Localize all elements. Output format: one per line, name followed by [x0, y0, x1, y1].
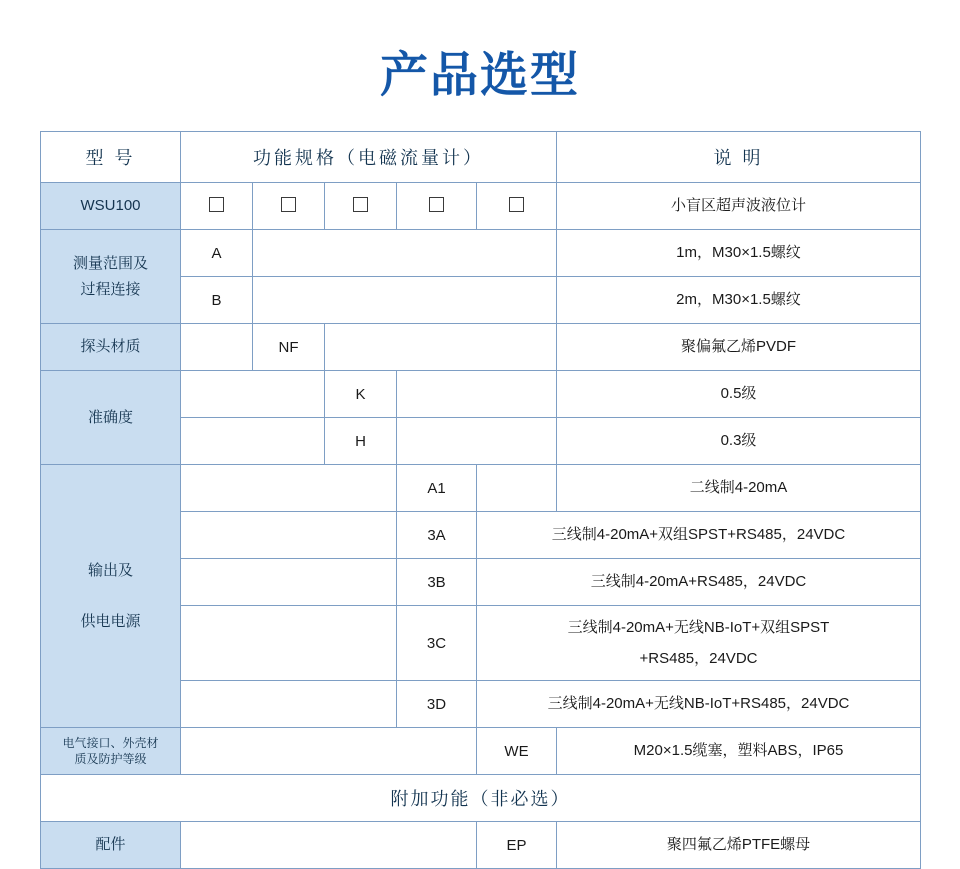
checkbox-cell-3[interactable] [325, 183, 397, 230]
table-row [41, 183, 921, 230]
desc-3c-line1: 三线制4-20mA+无线NB-IoT+双组SPST [477, 606, 921, 645]
blank-cell [253, 230, 557, 277]
row-label-accessory: 配件 [41, 822, 181, 869]
table-row [41, 230, 921, 277]
checkbox-icon[interactable] [429, 197, 444, 212]
blank-cell [397, 418, 557, 465]
header-function-spec: 功能规格（电磁流量计） [181, 132, 557, 183]
blank-cell [181, 728, 477, 775]
table-row [41, 822, 921, 869]
section-header-row [41, 775, 921, 822]
code-h[interactable]: H [325, 418, 397, 465]
blank-cell [253, 277, 557, 324]
blank-cell [325, 324, 557, 371]
range-label-line1: 测量范围及 [72, 255, 148, 272]
blank-cell [181, 465, 397, 512]
desc-nf: 聚偏氟乙烯PVDF [557, 324, 921, 371]
desc-h: 0.3级 [557, 418, 921, 465]
spec-table [40, 131, 921, 869]
output-label-line1: 输出及 [87, 561, 133, 579]
electrical-label-line2: 质及防护等级 [74, 752, 147, 766]
code-3a[interactable]: 3A [397, 512, 477, 559]
section-title-optional-functions: 附加功能（非必选） [41, 775, 921, 822]
code-3b[interactable]: 3B [397, 559, 477, 606]
header-model: 型 号 [41, 132, 181, 183]
row-label-model: WSU100 [41, 183, 181, 230]
row-label-probe-material: 探头材质 [41, 324, 181, 371]
desc-3b: 三线制4-20mA+RS485，24VDC [477, 559, 921, 606]
code-a1[interactable]: A1 [397, 465, 477, 512]
code-k[interactable]: K [325, 371, 397, 418]
header-description: 说 明 [557, 132, 921, 183]
code-we[interactable]: WE [477, 728, 557, 775]
checkbox-icon[interactable] [281, 197, 296, 212]
code-ep[interactable]: EP [477, 822, 557, 869]
code-b[interactable]: B [181, 277, 253, 324]
checkbox-icon[interactable] [353, 197, 368, 212]
table-row [41, 465, 921, 512]
blank-cell [397, 371, 557, 418]
table-row [41, 371, 921, 418]
blank-cell [181, 324, 253, 371]
blank-cell [181, 512, 397, 559]
blank-cell [181, 606, 397, 681]
code-a[interactable]: A [181, 230, 253, 277]
blank-cell [477, 465, 557, 512]
table-header-row [41, 132, 921, 183]
desc-ep: 聚四氟乙烯PTFE螺母 [557, 822, 921, 869]
row-label-output-power [41, 465, 181, 728]
row-label-electrical-housing [41, 728, 181, 775]
row-label-range-connection [41, 230, 181, 324]
desc-3a: 三线制4-20mA+双组SPST+RS485，24VDC [477, 512, 921, 559]
checkbox-cell-1[interactable] [181, 183, 253, 230]
desc-model: 小盲区超声波液位计 [557, 183, 921, 230]
checkbox-cell-2[interactable] [253, 183, 325, 230]
range-label-line2: 过程连接 [80, 280, 141, 298]
spec-table-container [40, 131, 920, 869]
checkbox-icon[interactable] [209, 197, 224, 212]
checkbox-icon[interactable] [509, 197, 524, 212]
output-label-line2: 供电电源 [80, 612, 141, 630]
desc-b: 2m，M30×1.5螺纹 [557, 277, 921, 324]
code-3c[interactable]: 3C [397, 606, 477, 681]
desc-3c-line2: +RS485，24VDC [477, 644, 921, 681]
page-title: 产品选型 [379, 49, 580, 102]
row-label-accuracy: 准确度 [41, 371, 181, 465]
desc-a1: 二线制4-20mA [557, 465, 921, 512]
blank-cell [181, 418, 325, 465]
blank-cell [181, 681, 397, 728]
blank-cell [181, 559, 397, 606]
checkbox-cell-5[interactable] [477, 183, 557, 230]
desc-a: 1m，M30×1.5螺纹 [557, 230, 921, 277]
table-row [41, 324, 921, 371]
desc-we: M20×1.5缆塞，塑料ABS，IP65 [557, 728, 921, 775]
blank-cell [181, 371, 325, 418]
checkbox-cell-4[interactable] [397, 183, 477, 230]
electrical-label-line1: 电气接口、外壳材 [62, 735, 159, 750]
desc-k: 0.5级 [557, 371, 921, 418]
blank-cell [181, 822, 477, 869]
code-nf[interactable]: NF [253, 324, 325, 371]
code-3d[interactable]: 3D [397, 681, 477, 728]
desc-3d: 三线制4-20mA+无线NB-IoT+RS485，24VDC [477, 681, 921, 728]
table-row [41, 728, 921, 775]
